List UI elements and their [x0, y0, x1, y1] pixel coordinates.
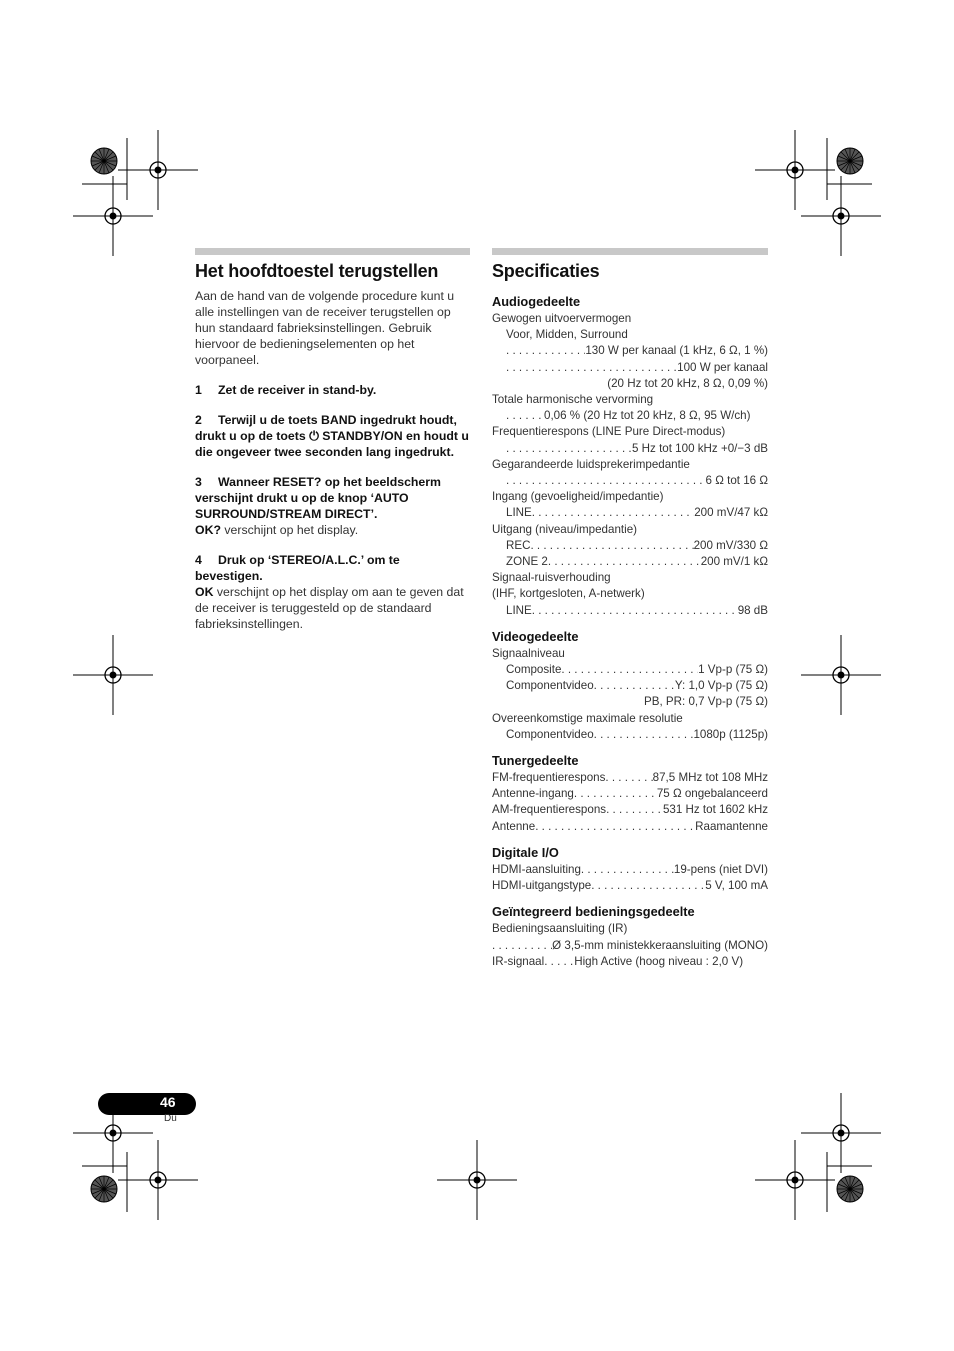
spec-row: Antenne-ingang . . . 75 Ω ongebalanceerd: [492, 786, 768, 802]
spec-label: Signaalniveau: [492, 646, 565, 660]
spec-row: . . . 130 W per kanaal (1 kHz, 6 Ω, 1 %): [492, 343, 768, 359]
spec-row: . . . Ø 3,5-mm ministekkeraansluiting (MONO): [492, 938, 768, 954]
spec-label: Uitgang (niveau/impedantie): [492, 522, 638, 536]
spec-row: . . . 6 Ω tot 16 Ω: [492, 473, 768, 489]
page-number-badge: [98, 1093, 196, 1115]
spec-label: Overeenkomstige maximale resolutie: [492, 711, 683, 725]
language-code: Du: [164, 1113, 177, 1124]
spec-row: REC . . . 200 mV/330 Ω: [492, 538, 768, 554]
spec-row: Composite . . . 1 Vp-p (75 Ω): [492, 662, 768, 678]
spec-row: LINE . . . 98 dB: [492, 603, 768, 619]
spec-label: Ingang (gevoeligheid/impedantie): [492, 490, 664, 504]
spec-row: HDMI-aansluiting . . . 19-pens (niet DVI): [492, 862, 768, 878]
spec-row: LINE . . . 200 mV/47 kΩ: [492, 505, 768, 521]
video-heading: Videogedeelte: [492, 628, 579, 644]
spec-row: AM-frequentierespons . . . 531 Hz tot 1602 kHz: [492, 802, 768, 818]
spec-note: (20 Hz tot 20 kHz, 8 Ω, 0,09 %): [607, 376, 768, 390]
spec-row: . . . 5 Hz tot 100 kHz +0/−3 dB: [492, 441, 768, 457]
step-4-result: OK verschijnt op het display om aan te geven dat de receiver is teruggesteld op de standaard fabrieksinstellingen.: [195, 585, 464, 631]
section-title: Het hoofdtoestel terugstellen: [195, 261, 439, 281]
spec-label: Gewogen uitvoervermogen: [492, 312, 632, 325]
spec-label: Gegarandeerde luidsprekerimpedantie: [492, 457, 690, 471]
spec-row: ZONE 2 . . . 200 mV/1 kΩ: [492, 554, 768, 570]
section-bar: [195, 248, 470, 255]
spec-row: FM-frequentierespons . . . 87,5 MHz tot 108 MHz: [492, 770, 768, 786]
spec-label: Bedieningsaansluiting (IR): [492, 922, 628, 936]
intro-text: Aan de hand van de volgende procedure kunt u alle instellingen van de receiver terugstellen op hun standaard fabrieksinstellingen. Gebruik hiervoor de bedieningselementen op het voorpaneel.: [195, 289, 455, 367]
section-title: Specificaties: [492, 261, 600, 281]
spec-row: . . . 100 W per kanaal: [492, 360, 768, 376]
digital-heading: Digitale I/O: [492, 844, 559, 860]
step-3-result: OK? verschijnt op het display.: [195, 523, 359, 537]
spec-label: Totale harmonische vervorming: [492, 393, 654, 407]
spec-row: Antenne . . . Raamantenne: [492, 819, 768, 835]
spec-label: Signaal-ruisverhouding: [492, 571, 611, 585]
spec-row: Componentvideo . . . Y: 1,0 Vp-p (75 Ω): [492, 678, 768, 694]
audio-heading: Audiogedeelte: [492, 294, 581, 309]
step-3: 3 Wanneer RESET? op het beeldscherm verschijnt drukt u op de knop ‘AUTO SURROUND/STREAM DIRECT’.: [195, 475, 441, 521]
tuner-heading: Tunergedeelte: [492, 753, 579, 769]
control-heading: Geïntegreerd bedieningsgedeelte: [492, 904, 695, 920]
spec-row: Componentvideo . . . 1080p (1125p): [492, 727, 768, 743]
step-1: 1 Zet de receiver in stand-by.: [195, 383, 377, 397]
page-number: 46: [160, 1094, 176, 1110]
step-4: 4 Druk op ‘STEREO/A.L.C.’ om te bevestigen.: [195, 553, 400, 583]
section-bar: [492, 248, 768, 255]
specifications-section: [492, 248, 768, 970]
spec-label: Frequentierespons (LINE Pure Direct-modus): [492, 425, 726, 439]
spec-label: Voor, Midden, Surround: [506, 328, 628, 342]
spec-label: (IHF, kortgesloten, A-netwerk): [492, 587, 645, 601]
spec-row: . . . 0,06 % (20 Hz tot 20 kHz, 8 Ω, 95 W/ch): [492, 408, 768, 424]
spec-note: PB, PR: 0,7 Vp-p (75 Ω): [643, 695, 768, 709]
step-2: 2 Terwijl u de toets BAND ingedrukt houdt, drukt u op de toets ⏻ STANDBY/ON en houdt u die ongeveer twee seconden lang ingedrukt.: [195, 413, 469, 459]
spec-row: HDMI-uitgangstype . . . 5 V, 100 mA: [492, 878, 768, 894]
spec-row: IR-signaal . . . High Active (hoog niveau : 2,0 V): [492, 954, 768, 970]
reset-section: [195, 248, 470, 632]
